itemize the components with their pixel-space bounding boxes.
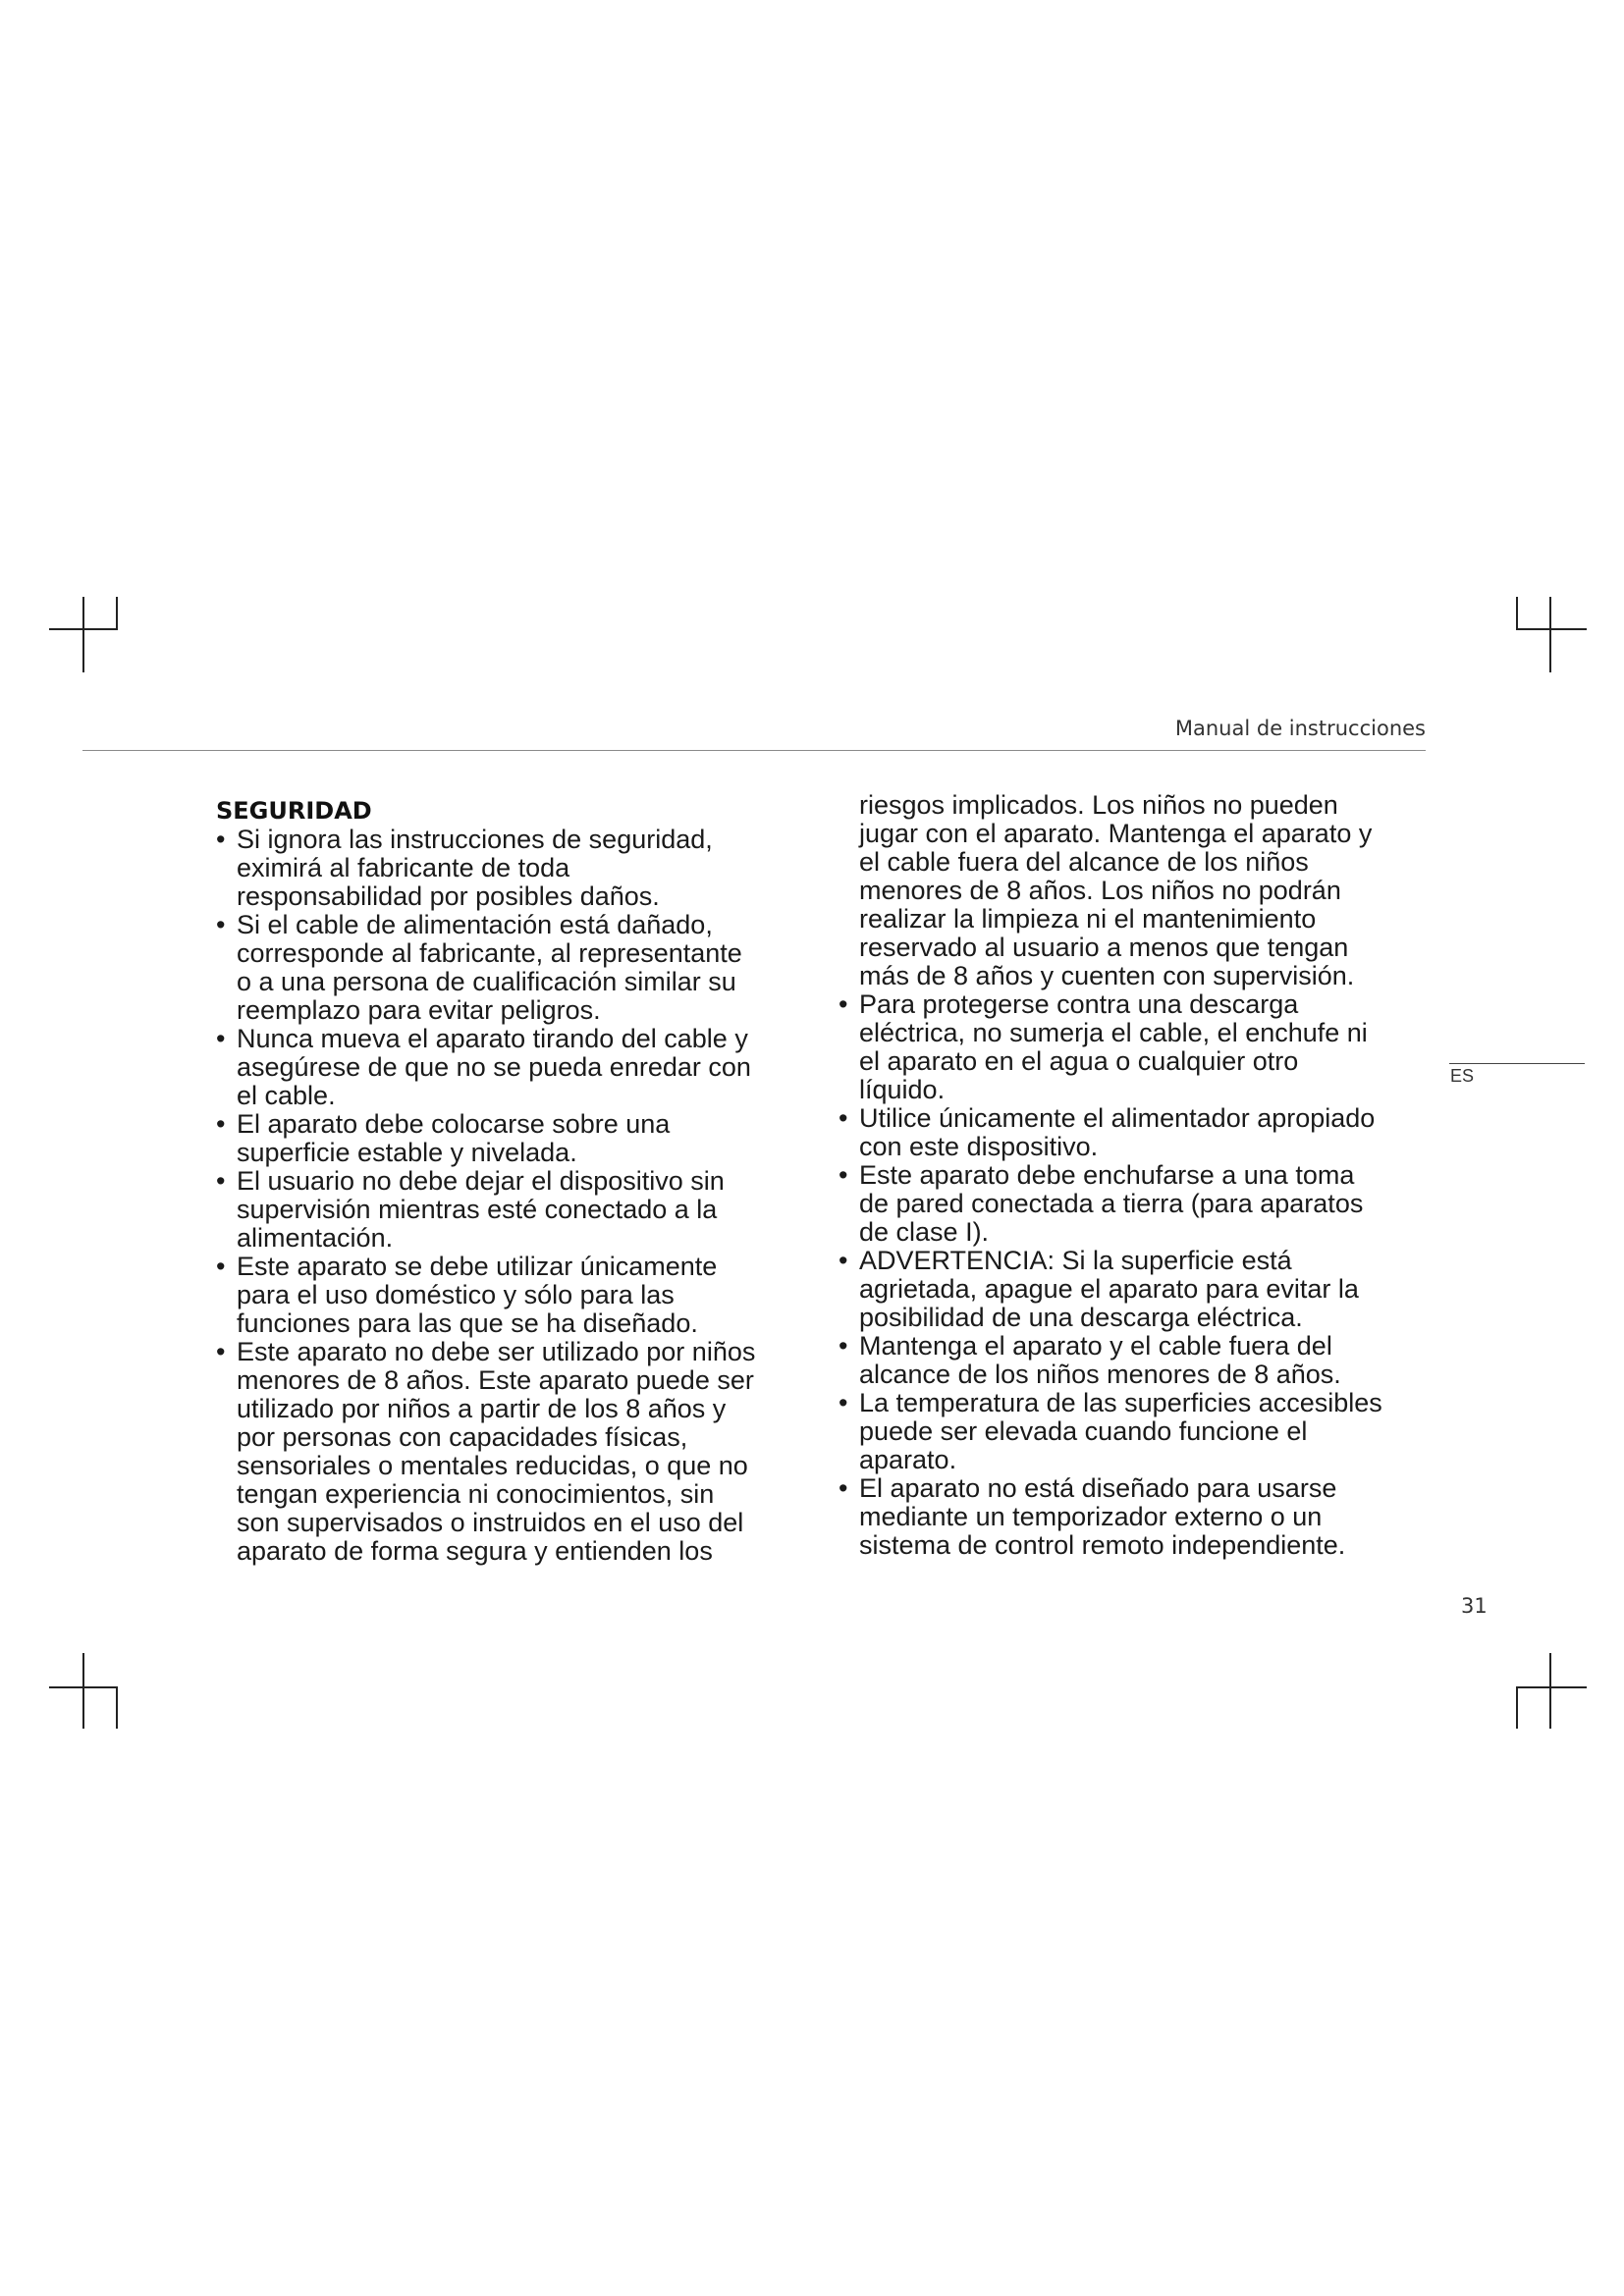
list-item — [216, 1253, 805, 1338]
text-line: funciones para las que se ha diseñado. — [237, 1308, 698, 1338]
text-line: de pared conectada a tierra (para aparatos — [859, 1189, 1364, 1218]
text-line: más de 8 años y cuenten con supervisión. — [859, 961, 1355, 990]
text-line: asegúrese de que no se pueda enredar con — [237, 1052, 751, 1082]
text-line: • La temperatura de las superficies accesibles — [859, 1388, 1382, 1417]
continued-paragraph — [839, 791, 1428, 990]
text-line: menores de 8 años. Los niños no podrán — [859, 876, 1341, 905]
text-line: • El aparato no está diseñado para usarse — [859, 1473, 1337, 1503]
text-line: menores de 8 años. Este aparato puede ser — [237, 1365, 754, 1395]
list-item — [839, 1161, 1428, 1247]
list-item — [216, 911, 805, 1025]
list-item — [216, 1025, 805, 1110]
text-line: • Este aparato debe enchufarse a una toma — [859, 1160, 1355, 1190]
right-text-column — [839, 791, 1428, 1560]
text-line: mediante un temporizador externo o un — [859, 1502, 1323, 1531]
text-line: tengan experiencia ni conocimientos, sin — [237, 1479, 715, 1509]
list-item — [839, 1247, 1428, 1332]
text-line: sistema de control remoto independiente. — [859, 1530, 1346, 1560]
list-item — [839, 1332, 1428, 1389]
language-tab-rule — [1449, 1063, 1585, 1064]
safety-list-left — [216, 826, 805, 1566]
text-line: puede ser elevada cuando funcione el — [859, 1416, 1308, 1446]
text-line: alimentación. — [237, 1223, 394, 1253]
list-item — [216, 826, 805, 911]
header-divider — [82, 750, 1426, 751]
text-line: aparato. — [859, 1445, 957, 1474]
text-line: o a una persona de cualificación similar su — [237, 967, 736, 996]
manual-title: Manual de instrucciones — [1174, 717, 1426, 740]
text-line: realizar la limpieza ni el mantenimiento — [859, 904, 1317, 934]
text-line: • Si ignora las instrucciones de seguridad, — [237, 825, 713, 854]
text-line: • El usuario no debe dejar el dispositivo sin — [237, 1166, 725, 1196]
text-line: • Este aparato se debe utilizar únicamente — [237, 1252, 718, 1281]
text-line: eléctrica, no sumerja el cable, el enchufe ni — [859, 1018, 1368, 1047]
text-line: el cable. — [237, 1081, 336, 1110]
text-line: corresponde al fabricante, al representante — [237, 938, 742, 968]
text-line: líquido. — [859, 1075, 946, 1104]
text-line: • El aparato debe colocarse sobre una — [237, 1109, 671, 1139]
list-item — [839, 1104, 1428, 1161]
text-line: • Si el cable de alimentación está dañado, — [237, 910, 713, 939]
text-line: eximirá al fabricante de toda — [237, 853, 570, 882]
language-tab-label: ES — [1450, 1066, 1475, 1086]
text-line: • Nunca mueva el aparato tirando del cable y — [237, 1024, 748, 1053]
text-line: el cable fuera del alcance de los niños — [859, 847, 1309, 877]
left-text-column — [216, 797, 805, 1566]
list-item — [216, 1167, 805, 1253]
text-line: responsabilidad por posibles daños. — [237, 881, 660, 911]
safety-list-right — [839, 990, 1428, 1560]
list-item — [216, 1338, 805, 1566]
text-line: supervisión mientras esté conectado a la — [237, 1195, 718, 1224]
text-line: • Para protegerse contra una descarga — [859, 989, 1299, 1019]
text-line: • Mantenga el aparato y el cable fuera del — [859, 1331, 1332, 1361]
text-line: • ADVERTENCIA: Si la superficie está — [859, 1246, 1292, 1275]
list-item — [216, 1110, 805, 1167]
text-line: con este dispositivo. — [859, 1132, 1099, 1161]
text-line: el aparato en el agua o cualquier otro — [859, 1046, 1299, 1076]
text-line: reservado al usuario a menos que tengan — [859, 933, 1349, 962]
section-title: SEGURIDAD — [216, 797, 372, 825]
list-item — [839, 1474, 1428, 1560]
text-line: por personas con capacidades físicas, — [237, 1422, 688, 1452]
text-line: alcance de los niños menores de 8 años. — [859, 1360, 1341, 1389]
text-line: posibilidad de una descarga eléctrica. — [859, 1303, 1303, 1332]
text-line: jugar con el aparato. Mantenga el aparato y — [859, 819, 1373, 848]
text-line: • Este aparato no debe ser utilizado por niños — [237, 1337, 756, 1366]
list-item — [839, 1389, 1428, 1474]
page-number: 31 — [1461, 1594, 1488, 1618]
text-line: aparato de forma segura y entienden los — [237, 1536, 713, 1566]
text-line: superficie estable y nivelada. — [237, 1138, 577, 1167]
text-line: • Utilice únicamente el alimentador apropiado — [859, 1103, 1376, 1133]
text-line: reemplazo para evitar peligros. — [237, 995, 601, 1025]
text-line: son supervisados o instruidos en el uso del — [237, 1508, 744, 1537]
text-line: utilizado por niños a partir de los 8 años y — [237, 1394, 727, 1423]
text-line: para el uso doméstico y sólo para las — [237, 1280, 675, 1309]
text-line: sensoriales o mentales reducidas, o que no — [237, 1451, 748, 1480]
text-line: de clase I). — [859, 1217, 990, 1247]
text-line: agrietada, apague el aparato para evitar la — [859, 1274, 1359, 1304]
text-line: riesgos implicados. Los niños no pueden — [859, 790, 1338, 820]
list-item — [839, 990, 1428, 1104]
